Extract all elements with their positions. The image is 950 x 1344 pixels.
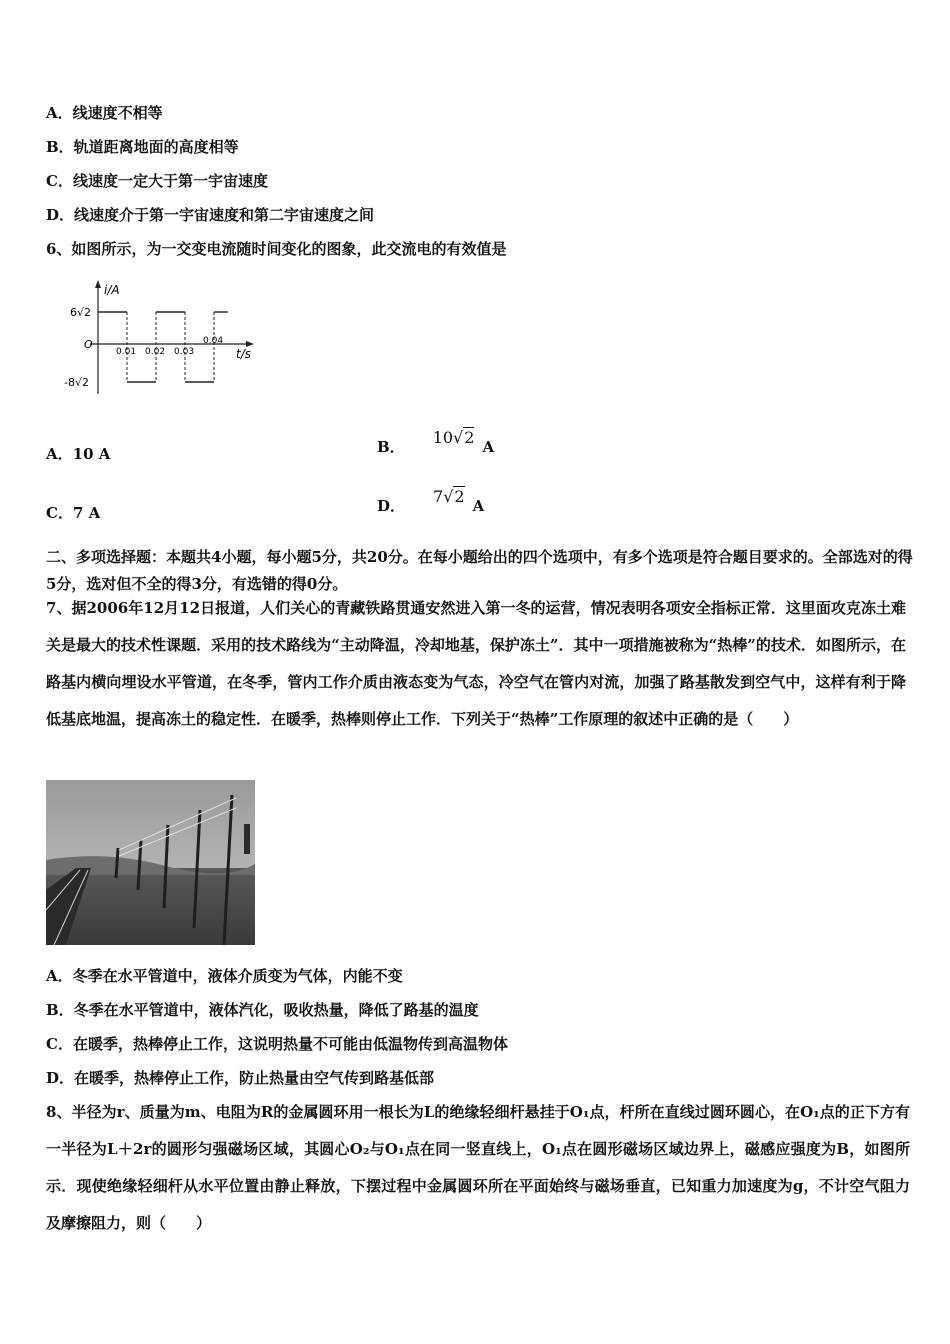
q5-option-a: A．线速度不相等 <box>46 104 163 122</box>
graph-y-bottom-label: -8√2 <box>64 376 89 389</box>
graph-x-tick: 0.04 <box>203 336 224 346</box>
q5-option-d: D．线速度介于第一宇宙速度和第二宇宙速度之间 <box>46 206 375 224</box>
q7-stem: 7、据2006年12月12日报道，人们关心的青藏铁路贯通安然进入第一冬的运营，情况表明各项安全指标正常．这里面攻克冻土难关是最大的技术性课题．采用的技术路线为“主动降温，冷却地基，保护冻土”．其中一项措施被称为“热棒”的技术．如图所示，在路基内横向埋设水平管道，在冬季，管内工作介质由液态变为气态，冷空气在管内对流，加强了路基散发到空气中，这样有利于降低基底地温，提高冻土的稳定性．在暖季，热棒则停止工作．下列关于“热棒”工作原理的叙述中正确的是（ ） <box>46 599 906 728</box>
option-b-value: 10√2 <box>432 428 475 447</box>
graph-x-axis-label: t/s <box>236 347 251 361</box>
graph-x-tick: 0.03 <box>174 347 195 357</box>
option-d-letter: D． <box>377 497 406 515</box>
q8-stem: 8、半径为r、质量为m、电阻为R的金属圆环用一根长为L的绝缘轻细杆悬挂于O₁点，杆所在直线过圆环圆心，在O₁点的正下方有一半径为L＋2r的圆形匀强磁场区域，其圆心O₂与O₁点在同一竖直线上，O₁点在圆形磁场区域边界上，磁感应强度为B，如图所示．现使绝缘轻细杆从水平位置由静止释放，下摆过程中金属圆环所在平面始终与磁场垂直，已知重力加速度为g，不计空气阻力及摩擦阻力，则（ ） <box>46 1103 910 1232</box>
q6-option-a: A．10 A <box>46 445 111 463</box>
option-d-value: 7√2 <box>433 487 465 506</box>
q6-stem: 6、如图所示，为一交变电流随时间变化的图象，此交流电的有效值是 <box>46 240 507 258</box>
graph-origin-label: O <box>84 338 93 351</box>
q7-option-c: C．在暖季，热棒停止工作，这说明热量不可能由低温物传到高温物体 <box>46 1035 508 1053</box>
graph-x-tick: 0.02 <box>145 347 166 357</box>
option-b-letter: B． <box>377 438 405 456</box>
graph-y-axis-label: i/A <box>104 283 120 297</box>
q5-option-b: B．轨道距离地面的高度相等 <box>46 138 239 156</box>
q7-option-b: B．冬季在水平管道中，液体汽化，吸收热量，降低了路基的温度 <box>46 1001 479 1019</box>
graph-x-tick: 0.01 <box>116 347 137 357</box>
q6-option-c: C．7 A <box>46 504 101 522</box>
q7-option-a: A．冬季在水平管道中，液体介质变为气体，内能不变 <box>46 967 403 985</box>
graph-y-top-label: 6√2 <box>70 306 92 319</box>
q6-option-d <box>377 487 485 516</box>
option-b-unit: A <box>482 438 495 456</box>
ac-current-graph <box>60 278 265 398</box>
q7-option-d: D．在暖季，热棒停止工作，防止热量由空气传到路基低部 <box>46 1069 435 1087</box>
section-2-heading: 二、多项选择题：本题共4小题，每小题5分，共20分。在每小题给出的四个选项中，有多个选项是符合题目要求的。全部选对的得5分，选对但不全的得3分，有选错的得0分。 <box>46 548 913 593</box>
q6-option-b <box>377 428 495 457</box>
q5-option-c: C．线速度一定大于第一宇宙速度 <box>46 172 268 190</box>
option-d-unit: A <box>472 497 485 515</box>
heat-rod-photo <box>46 780 255 945</box>
